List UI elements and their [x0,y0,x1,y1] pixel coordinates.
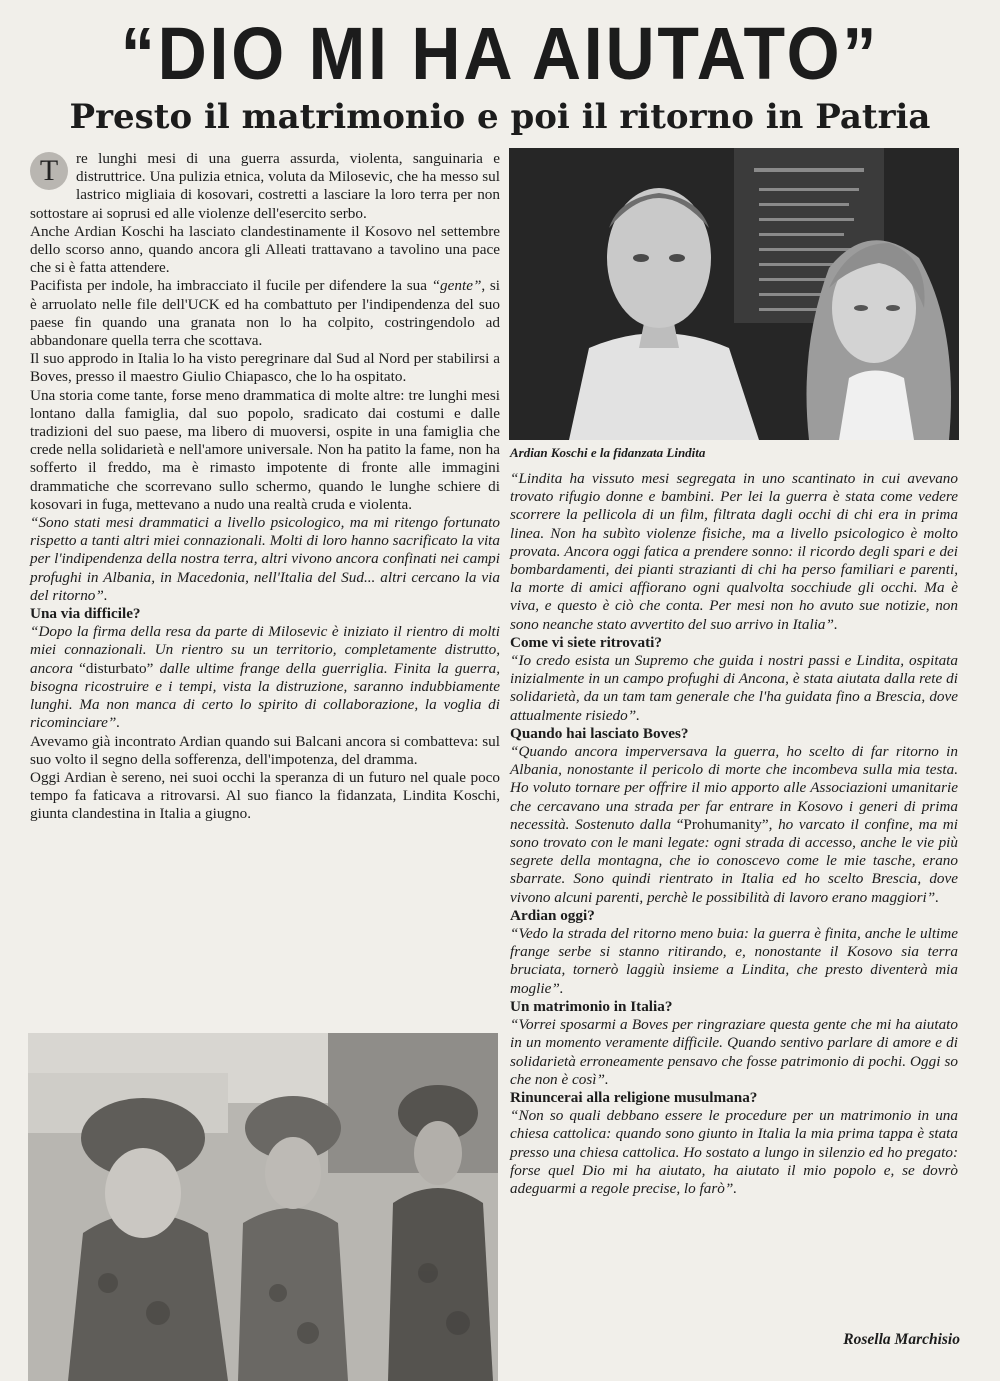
soldiers-photo-illustration [28,1033,498,1381]
paragraph-kosovo: Anche Ardian Koschi ha lasciato clandestinamente il Kosovo nel settembre dello scorso anno, quando ancora gli Alleati trattavano a tavolino una pace che si è fatta attendere. [30,222,500,277]
quote-paragraph: “Non so quali debbano essere le procedure per un matrimonio in una chiesa cattolica: quando sono giunto in Italia la mia prima tappa è stata presso una chiesa cattolica. Ho sostato a lungo in silenzio ed ho pregato: forse quel Dio mi ha aiutato, ha aiutato il mio popolo e, se dovrò adeguarmi a regole precise, lo farò”. [510,1107,958,1197]
text-run-italic: “gente” [431,277,482,295]
text-run-roman: “disturbato” [79,659,154,677]
quote-paragraph [510,743,958,907]
quote-paragraph: “Sono stati mesi drammatici a livello psicologico, ma mi ritengo fortunato rispetto a tanti altri miei connazionali. Molti di loro hanno sacrificato la vita per l'indipendenza della nostra terra, altri vivono ancora confinati nei campi profughi in Albania, in Macedonia, nell'Italia del Sud... altri cercano la via del ritorno”. [30,514,500,604]
question-heading: Un matrimonio in Italia? [510,997,673,1015]
couple-photo-illustration [509,148,959,440]
quote-paragraph [30,623,500,732]
text-run: , si è arruolato nelle file dell'UCK ed ha combattuto per l'indipendenza del suo paese fin quando una granata non lo ha colpito, costringendolo ad abbandonare quella terra che scottava. [30,277,500,350]
text-run: “Dopo la firma della resa da parte di Milosevic è iniziato il rientro di molti miei connazionali. Un rientro su un territorio, completamente distrutto, ancora [30,623,500,677]
intro-paragraph [30,150,500,223]
question-heading: Rinuncerai alla religione musulmana? [510,1088,758,1106]
text-run: dalle ultime frange della guerriglia. Finita la guerra, bisogna ricostruire e i tempi, vista la distruzione, saranno indubbiamente lunghi. Ma non manca di certo lo spirito di collaborazione, la voglia di ricominciare”. [30,659,500,732]
text-run: Pacifista per indole, ha imbracciato il fucile per difendere la sua [30,277,432,295]
question-heading: Ardian oggi? [510,906,595,924]
quote-paragraph: “Io credo esista un Supremo che guida i nostri passi e Lindita, ospitata inizialmente in un campo profughi di Ancona, è stata aiutata dalla rete di solidarietà, da un tam tam generale che l'ha guidata fino a Brescia, dove attualmente risiedo”. [510,652,958,724]
soldiers-photo [28,1033,498,1381]
right-column [510,470,958,1198]
headline: “DIO MI HA AIUTATO” [120,12,880,95]
subheadline: Presto il matrimonio e poi il ritorno in Patria [69,97,931,137]
paragraph-pacifista [30,277,500,350]
text-run: , ho varcato il confine, ma mi sono trovato con le mani legate: ogni strada di accesso, anche le vie più segrete della montagna, che io conoscevo come le mie tasche, erano sbarrate. Sono quindi rientrato in Italia ed ho scelto Brescia, dove vivono alcuni parenti, perchè le possibilità di lavoro erano maggiori”. [510,815,958,906]
quote-paragraph: “Vedo la strada del ritorno meno buia: la guerra è finita, anche le ultime frange serbe si stanno ritirando, e, nonostante il Kosovo sia terra bruciata, tornerò laggiù insieme a Lindita, che presto diventerà mia moglie”. [510,925,958,997]
quote-paragraph: “Lindita ha vissuto mesi segregata in uno scantinato in cui avevano trovato rifugio donne e bambini. Per lei la guerra è stata come vedere scorrere la pellicola di un film, filtrata dagli occhi di chi era in prima linea. Non ha subìto violenze fisiche, ma a livello psicologico è molto provata. Ancora oggi fatica a prendere sonno: il ricordo degli spari e dei bombardamenti, dei pianti strazianti di chi ha perso familiari e parenti, la morte di amici affiorano ogni qualvolta socchiude gli occhi. Ma è viva, e questo è ciò che conta. Per mesi non ho avuto sue notizie, non sono neanche stato avvertito del suo arrivo in Italia”. [510,470,958,633]
left-column [30,150,500,824]
question-heading: Quando hai lasciato Boves? [510,724,689,742]
photo-caption: Ardian Koschi e la fidanzata Lindita [510,445,706,460]
author-byline: Rosella Marchisio [843,1331,960,1348]
intro-text: re lunghi mesi di una guerra assurda, violenta, sanguinaria e distruttrice. Una pulizia etnica, voluta da Milosevic, che ha messo sul lastrico migliaia di kosovari, costretti a lasciare la loro terra per non sottostare ai soprusi ed alle violenze dell'esercito serbo. [30,150,500,222]
paragraph-avevamo: Avevamo già incontrato Ardian quando sui Balcani ancora si combatteva: sul suo volto il segno della sofferenza, dell'impotenza, del dramma. [30,732,500,768]
question-heading: Una via difficile? [30,605,141,623]
paragraph-approdo: Il suo approdo in Italia lo ha visto peregrinare dal Sud al Nord per stabilirsi a Boves, presso il maestro Giulio Chiapasco, che lo ha ospitato. [30,350,500,386]
paragraph-storia: Una storia come tante, forse meno drammatica di molte altre: tre lunghi mesi lontano dalla famiglia, dal suo popolo, sradicato dai costumi e dalle tradizioni del suo paese, ma libero di muoversi, ospite in una famiglia che crede nella solidarietà e nell'amore universale. Non ha patito la fame, non ha sofferto il freddo, ma è rimasto impotente di fronte alle immagini drammatiche che scorrevano sullo schermo, quando le lunghe schiere di kosovari in fuga, mettevano a nudo una realtà cruda e violenta. [30,386,500,513]
text-run: “Quando ancora imperversava la guerra, ho scelto di far ritorno in Albania, nonostante il pericolo di morte che incombeva sulla mia testa. Ho voluto tornare per offrire il mio apporto alle Associazioni umanitarie che cercavano una strada per far entrare in Kosovo i generi di prima necessità. Sostenuto dalla [510,743,958,833]
quote-paragraph: “Vorrei sposarmi a Boves per ringraziare questa gente che mi ha aiutato in un momento veramente difficile. Quando sentivo parlare di amore e di solidarietà erroneamente pensavo che fosse patrimonio di pochi. Oggi so che non è così”. [510,1016,958,1088]
text-run-roman: “Prohumanity” [676,815,769,833]
paragraph-oggi: Oggi Ardian è sereno, nei suoi occhi la speranza di un futuro nel quale poco tempo fa faticava a ritrovarsi. Al suo fianco la fidanzata, Lindita Koschi, giunta clandestina in Italia a giugno. [30,768,500,823]
couple-photo [509,148,959,440]
drop-cap: T [30,152,68,190]
question-heading: Come vi siete ritrovati? [510,633,662,651]
